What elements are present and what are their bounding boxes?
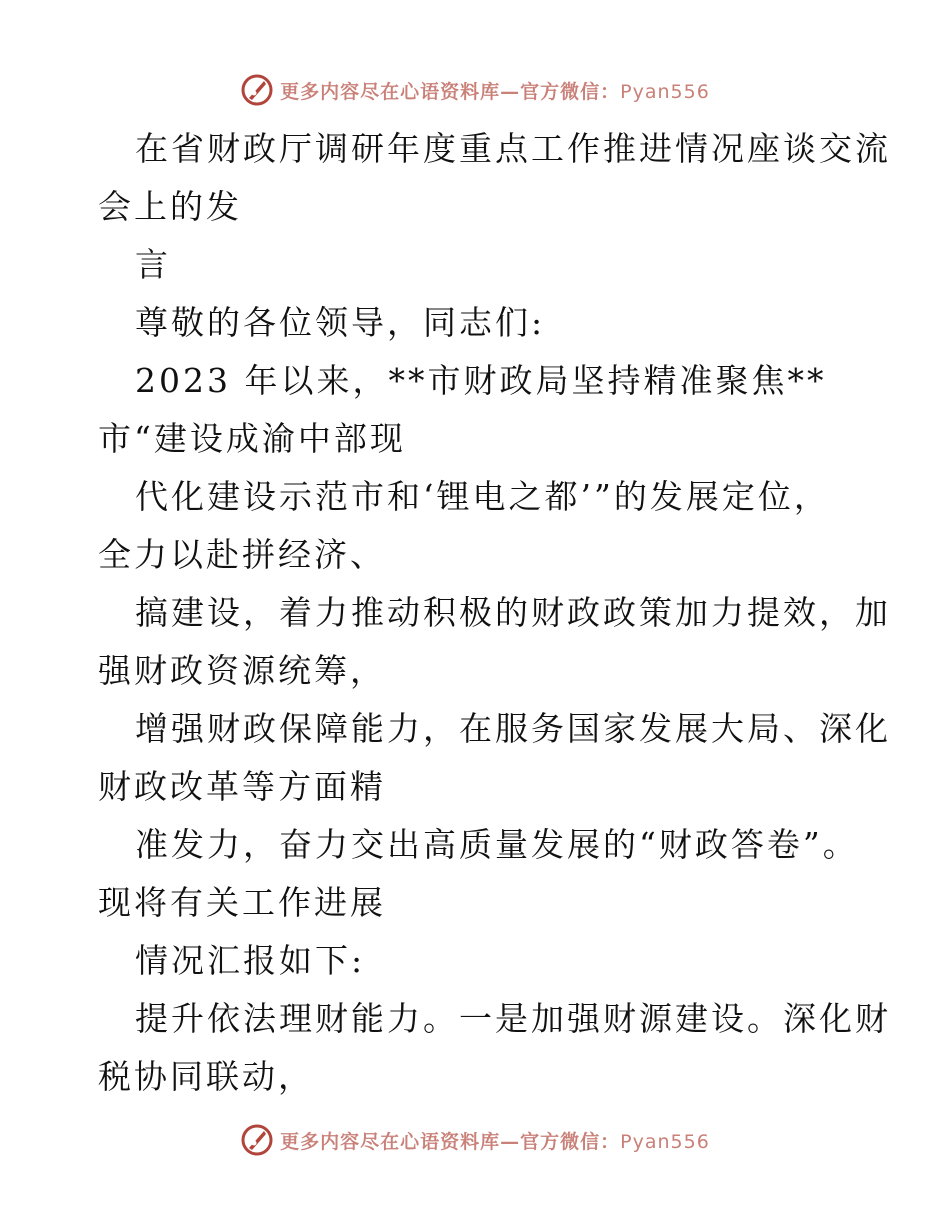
watermark-account: Pyan556 — [620, 1130, 710, 1153]
text-line: 市“建设成渝中部现 — [98, 419, 406, 458]
text-line: 搞建设，着力推动积极的财政政策加力提效，加 — [135, 593, 891, 632]
text-line: 全力以赴拼经济、 — [98, 535, 386, 574]
watermark-text: 更多内容尽在心语资料库—官方微信：Pyan556 — [280, 80, 710, 103]
text-line: 言 — [135, 245, 171, 284]
quill-logo-icon — [240, 1123, 274, 1157]
watermark-account: Pyan556 — [620, 80, 710, 103]
text-line: 准发力，奋力交出高质量发展的“财政答卷”。 — [135, 825, 859, 864]
text-line: 情况汇报如下: — [135, 941, 366, 980]
quill-logo-icon — [240, 73, 274, 107]
header-watermark-banner — [0, 70, 950, 110]
text-line: 提升依法理财能力。一是加强财源建设。深化财 — [135, 999, 891, 1038]
text-line: 尊敬的各位领导，同志们: — [135, 303, 546, 342]
text-line: 在省财政厅调研年度重点工作推进情况座谈交流 — [135, 129, 891, 168]
document-body — [98, 120, 891, 1106]
text-line: 强财政资源统筹， — [98, 651, 386, 690]
text-line: 代化建设示范市和‘锂电之都’”的发展定位， — [135, 477, 830, 516]
text-line: 2023 年以来，**市财政局坚持精准聚焦** — [135, 361, 827, 400]
watermark-text: 更多内容尽在心语资料库—官方微信：Pyan556 — [280, 1130, 710, 1153]
text-line: 增强财政保障能力，在服务国家发展大局、深化 — [135, 709, 891, 748]
text-line: 现将有关工作进展 — [98, 883, 386, 922]
text-line: 会上的发 — [98, 187, 242, 226]
text-line: 财政改革等方面精 — [98, 767, 386, 806]
footer-watermark-banner — [0, 1120, 950, 1160]
text-line: 税协同联动， — [98, 1057, 314, 1096]
